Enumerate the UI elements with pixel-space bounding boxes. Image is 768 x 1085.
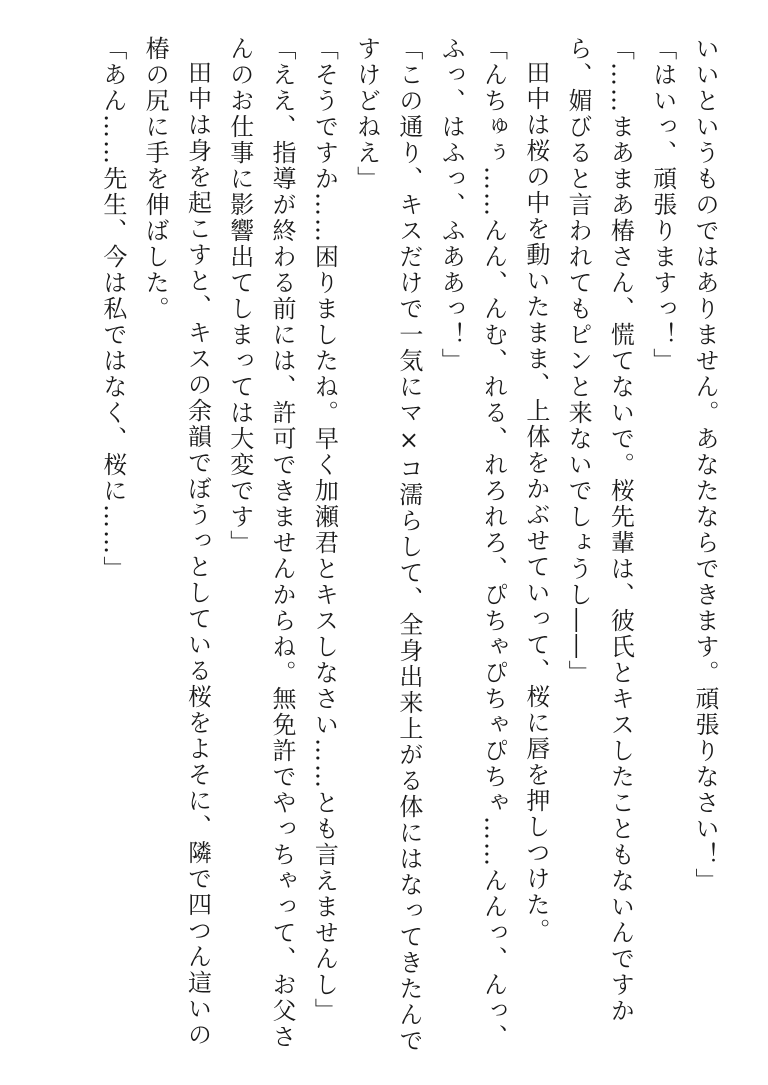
dialogue-line-2: 「はいっ、頑張りますっ！」 bbox=[648, 36, 677, 374]
narration-4: 田中は桜の中を動いたまま、上体をかぶせていって、桜に唇を押しつけた。 bbox=[521, 60, 550, 944]
dialogue-line-10: 「あん……先生、今は私ではなく、桜に……」 bbox=[98, 36, 127, 582]
narration-9: 田中は身を起こすと、キスの余韻でぼうっとしている桜をよそに、隣で四つん這いの椿の尻に手を伸ばした。 bbox=[141, 36, 212, 1048]
dialogue-line-8: 「ええ、指導が終わる前には、許可できませんからね。無免許でやっちゃって、お父さんのお仕事に影響出てしまっては大変です」 bbox=[225, 36, 297, 1050]
dialogue-line-3: 「……まあまあ椿さん、慌てないで。桜先輩は、彼氏とキスしたこともないんですから、媚びると言われてもピンと来ないでしょうし――」 bbox=[564, 36, 635, 1024]
dialogue-line-6: 「この通り、キスだけで一気にマ×コ濡らして、全身出来上がる体にはなってきたんですけどねえ」 bbox=[352, 36, 423, 1054]
vertical-text-body bbox=[92, 36, 726, 1056]
paragraph-1: いいというものではありません。あなたならできます。頑張りなさい！」 bbox=[691, 36, 719, 894]
dialogue-line-5: 「んちゅぅ……んん、んむ、れる、れろれろ、ぴちゃぴちゃぴちゃ……んんっ、んっ、ふっ、はふっ、ふああっ！」 bbox=[437, 36, 508, 1050]
dialogue-line-7: 「そうですか……困りましたね。早く加瀬君とキスしなさい……とも言えませんし」 bbox=[310, 36, 339, 1024]
